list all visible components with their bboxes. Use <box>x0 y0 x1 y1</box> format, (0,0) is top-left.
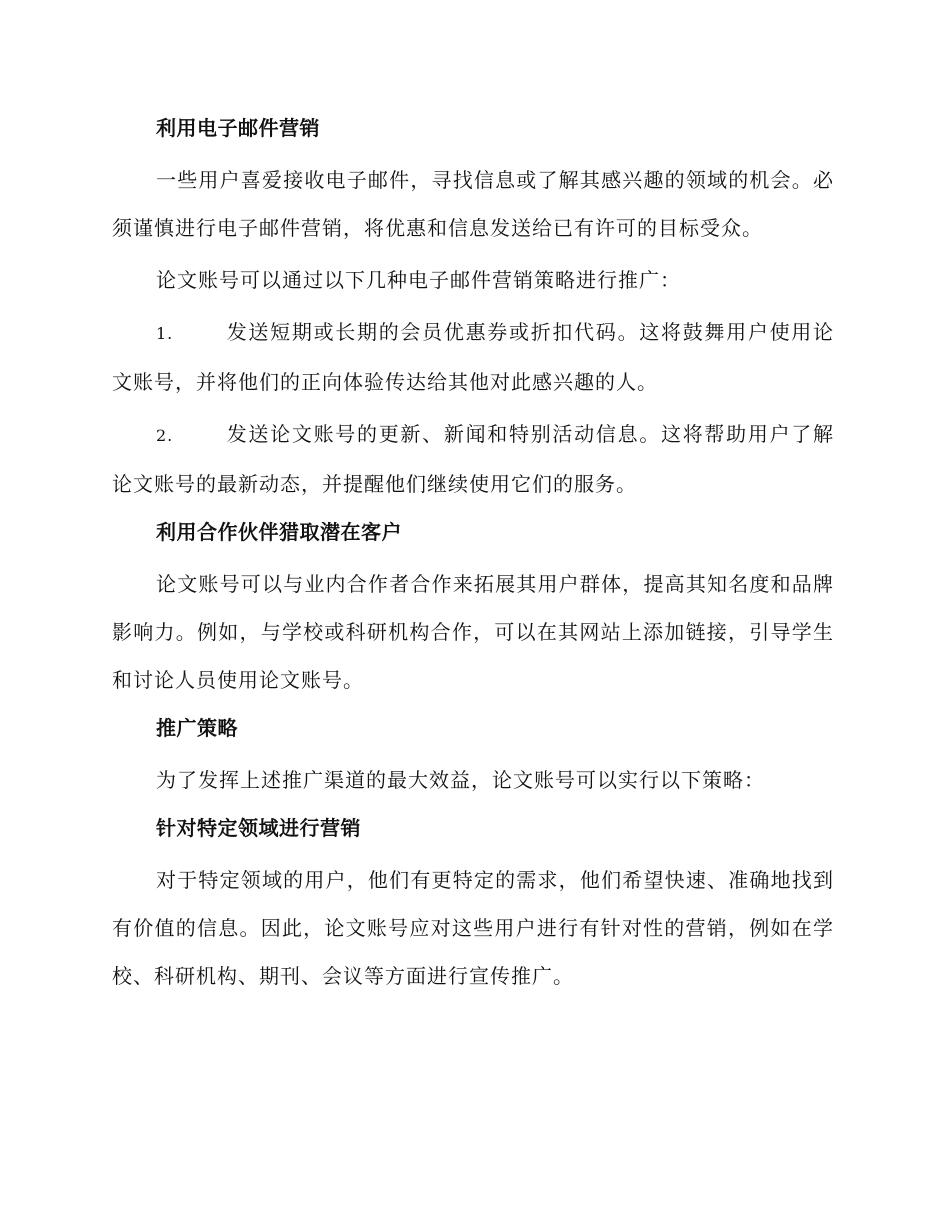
list-text-2: 发送论文账号的更新、新闻和特别活动信息。这将帮助用户了解论文账号的最新动态，并提醒他们继续使用它们的服务。 <box>112 422 834 496</box>
list-text-1: 发送短期或长期的会员优惠券或折扣代码。这将鼓舞用户使用论文账号，并将他们的正向体验传达给其他对此感兴趣的人。 <box>112 320 834 394</box>
heading-targeted-marketing: 针对特定领域进行营销 <box>156 816 361 840</box>
paragraph-strategy: 为了发挥上述推广渠道的最大效益，论文账号可以实行以下策略： <box>156 768 765 792</box>
heading-email-marketing: 利用电子邮件营销 <box>156 116 320 140</box>
list-item-2 <box>112 410 834 508</box>
list-item-1 <box>112 308 834 406</box>
paragraph-email-strategies: 论文账号可以通过以下几种电子邮件营销策略进行推广： <box>156 268 681 292</box>
paragraph-targeted-marketing: 对于特定领域的用户，他们有更特定的需求，他们希望快速、准确地找到有价值的信息。因此，论文账号应对这些用户进行有针对性的营销，例如在学校、科研机构、期刊、会议等方面进行宣传推广。 <box>112 868 834 988</box>
list-number-1: 1. <box>156 324 174 343</box>
document-page <box>112 104 834 1000</box>
paragraph-partners: 论文账号可以与业内合作者合作来拓展其用户群体，提高其知名度和品牌影响力。例如，与学校或科研机构合作，可以在其网站上添加链接，引导学生和讨论人员使用论文账号。 <box>112 572 834 692</box>
heading-partners: 利用合作伙伴猎取潜在客户 <box>156 520 402 544</box>
heading-strategy: 推广策略 <box>156 716 238 740</box>
list-number-2: 2. <box>156 426 174 445</box>
paragraph-email-intro: 一些用户喜爱接收电子邮件，寻找信息或了解其感兴趣的领域的机会。必须谨慎进行电子邮件营销，将优惠和信息发送给已有许可的目标受众。 <box>112 168 834 240</box>
